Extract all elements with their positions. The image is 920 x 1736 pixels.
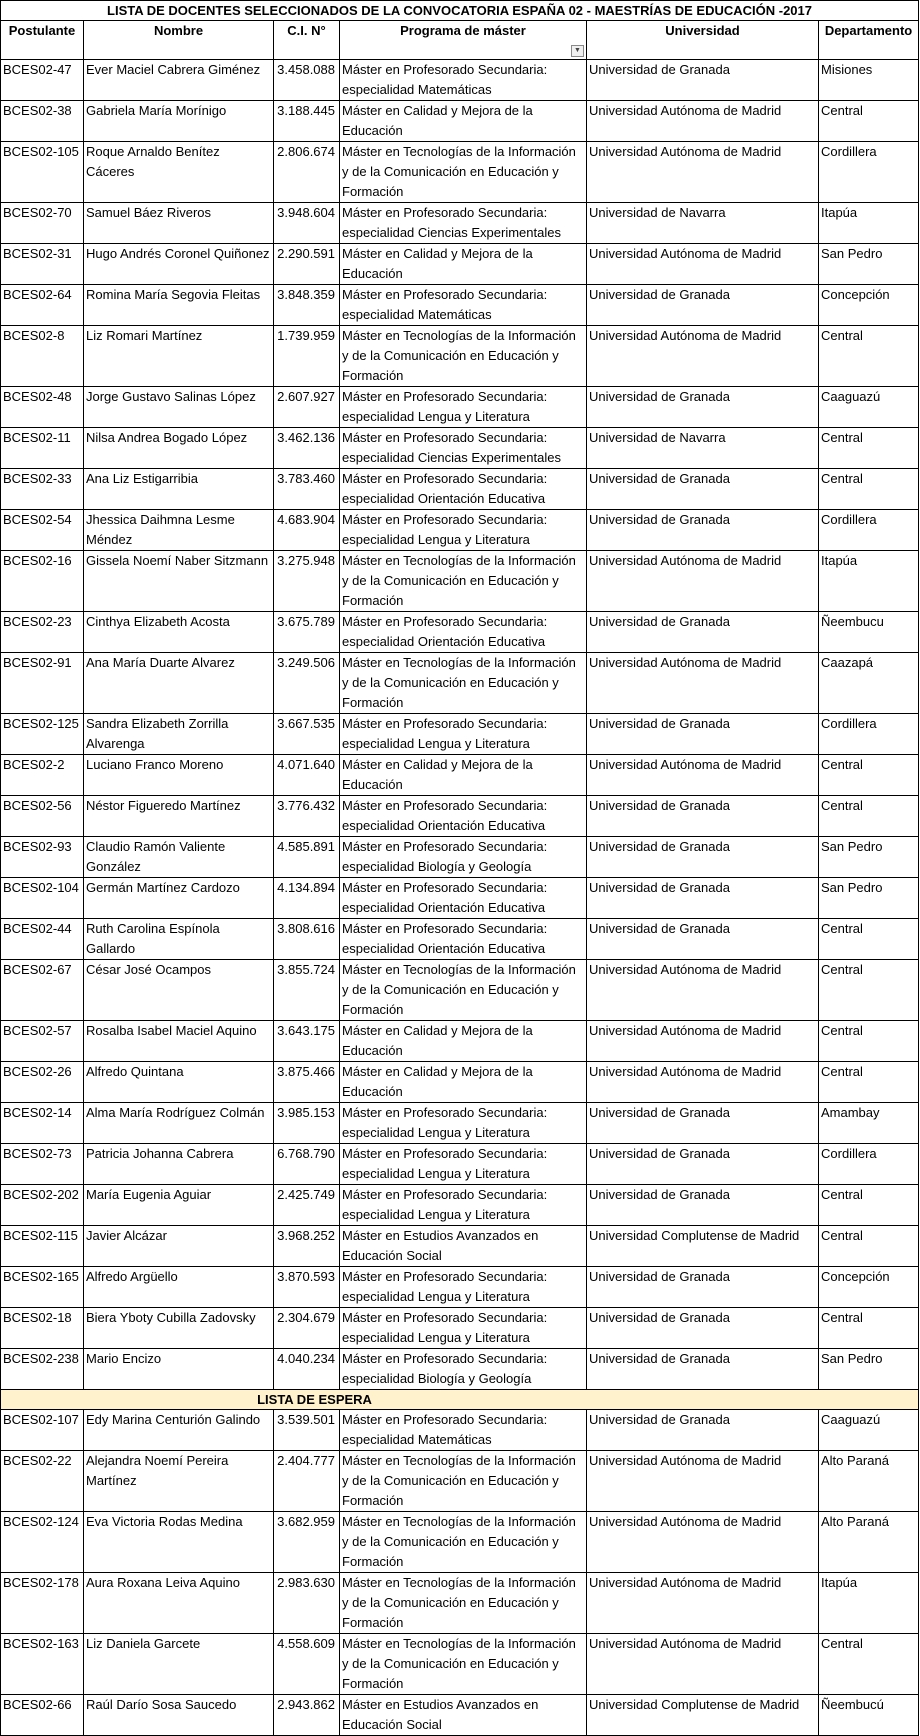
cell-departamento: Misiones bbox=[819, 60, 919, 101]
cell-postulante: BCES02-48 bbox=[1, 387, 84, 428]
column-header-nombre: Nombre bbox=[84, 21, 274, 60]
table-row bbox=[1, 755, 919, 796]
table-row bbox=[1, 60, 919, 101]
table-row bbox=[1, 1308, 919, 1349]
cell-ci: 4.134.894 bbox=[274, 878, 340, 919]
cell-postulante: BCES02-104 bbox=[1, 878, 84, 919]
cell-nombre: Aura Roxana Leiva Aquino bbox=[84, 1573, 274, 1634]
cell-nombre: Hugo Andrés Coronel Quiñonez bbox=[84, 244, 274, 285]
cell-postulante: BCES02-105 bbox=[1, 142, 84, 203]
cell-postulante: BCES02-44 bbox=[1, 919, 84, 960]
cell-postulante: BCES02-202 bbox=[1, 1185, 84, 1226]
cell-departamento: Itapúa bbox=[819, 551, 919, 612]
cell-ci: 2.425.749 bbox=[274, 1185, 340, 1226]
cell-universidad: Universidad Autónoma de Madrid bbox=[587, 1573, 819, 1634]
cell-programa: Máster en Tecnologías de la Información y de la Comunicación en Educación y Formación bbox=[340, 653, 587, 714]
cell-departamento: Central bbox=[819, 469, 919, 510]
cell-postulante: BCES02-16 bbox=[1, 551, 84, 612]
table-row bbox=[1, 1185, 919, 1226]
table-row bbox=[1, 387, 919, 428]
cell-universidad: Universidad Autónoma de Madrid bbox=[587, 326, 819, 387]
cell-programa: Máster en Tecnologías de la Información y de la Comunicación en Educación y Formación bbox=[340, 1512, 587, 1573]
cell-departamento: Cordillera bbox=[819, 1144, 919, 1185]
cell-universidad: Universidad Autónoma de Madrid bbox=[587, 960, 819, 1021]
cell-nombre: Biera Yboty Cubilla Zadovsky bbox=[84, 1308, 274, 1349]
cell-nombre: Jorge Gustavo Salinas López bbox=[84, 387, 274, 428]
column-header-ci: C.I. N° bbox=[274, 21, 340, 60]
table-row bbox=[1, 244, 919, 285]
cell-ci: 2.290.591 bbox=[274, 244, 340, 285]
cell-nombre: Edy Marina Centurión Galindo bbox=[84, 1410, 274, 1451]
cell-ci: 4.040.234 bbox=[274, 1349, 340, 1390]
cell-universidad: Universidad de Granada bbox=[587, 510, 819, 551]
waitlist-label-cell bbox=[1, 1390, 919, 1410]
cell-ci: 3.985.153 bbox=[274, 1103, 340, 1144]
cell-postulante: BCES02-125 bbox=[1, 714, 84, 755]
cell-nombre: Liz Daniela Garcete bbox=[84, 1634, 274, 1695]
table-row bbox=[1, 878, 919, 919]
cell-nombre: Alejandra Noemí Pereira Martínez bbox=[84, 1451, 274, 1512]
cell-nombre: Alfredo Quintana bbox=[84, 1062, 274, 1103]
cell-ci: 2.806.674 bbox=[274, 142, 340, 203]
table-row bbox=[1, 919, 919, 960]
cell-nombre: Nilsa Andrea Bogado López bbox=[84, 428, 274, 469]
cell-nombre: Luciano Franco Moreno bbox=[84, 755, 274, 796]
cell-universidad: Universidad Complutense de Madrid bbox=[587, 1226, 819, 1267]
cell-ci: 4.683.904 bbox=[274, 510, 340, 551]
cell-postulante: BCES02-8 bbox=[1, 326, 84, 387]
cell-departamento: Central bbox=[819, 796, 919, 837]
cell-programa: Máster en Profesorado Secundaria: especialidad Orientación Educativa bbox=[340, 919, 587, 960]
cell-postulante: BCES02-115 bbox=[1, 1226, 84, 1267]
cell-nombre: Romina María Segovia Fleitas bbox=[84, 285, 274, 326]
cell-universidad: Universidad de Granada bbox=[587, 714, 819, 755]
cell-postulante: BCES02-64 bbox=[1, 285, 84, 326]
cell-programa: Máster en Profesorado Secundaria: especialidad Lengua y Literatura bbox=[340, 1308, 587, 1349]
cell-ci: 2.404.777 bbox=[274, 1451, 340, 1512]
cell-programa: Máster en Profesorado Secundaria: especialidad Orientación Educativa bbox=[340, 796, 587, 837]
cell-ci: 3.855.724 bbox=[274, 960, 340, 1021]
cell-programa: Máster en Profesorado Secundaria: especialidad Lengua y Literatura bbox=[340, 1103, 587, 1144]
cell-programa: Máster en Profesorado Secundaria: especialidad Matemáticas bbox=[340, 60, 587, 101]
cell-ci: 2.304.679 bbox=[274, 1308, 340, 1349]
page-title: LISTA DE DOCENTES SELECCIONADOS DE LA CONVOCATORIA ESPAÑA 02 - MAESTRÍAS DE EDUCACIÓN -2017 bbox=[1, 1, 919, 21]
cell-programa: Máster en Profesorado Secundaria: especialidad Ciencias Experimentales bbox=[340, 428, 587, 469]
cell-departamento: Itapúa bbox=[819, 203, 919, 244]
cell-universidad: Universidad de Granada bbox=[587, 1103, 819, 1144]
cell-universidad: Universidad de Navarra bbox=[587, 428, 819, 469]
cell-departamento: Ñeembucu bbox=[819, 612, 919, 653]
cell-departamento: Central bbox=[819, 1021, 919, 1062]
table-row bbox=[1, 285, 919, 326]
table-row bbox=[1, 1062, 919, 1103]
waitlist-label: LISTA DE ESPERA bbox=[257, 1392, 372, 1407]
cell-departamento: Cordillera bbox=[819, 714, 919, 755]
cell-universidad: Universidad Autónoma de Madrid bbox=[587, 142, 819, 203]
cell-ci: 3.870.593 bbox=[274, 1267, 340, 1308]
cell-universidad: Universidad Autónoma de Madrid bbox=[587, 1634, 819, 1695]
title-row bbox=[1, 1, 919, 21]
table-row bbox=[1, 510, 919, 551]
cell-universidad: Universidad de Granada bbox=[587, 837, 819, 878]
table-row bbox=[1, 653, 919, 714]
cell-universidad: Universidad de Navarra bbox=[587, 203, 819, 244]
cell-departamento: San Pedro bbox=[819, 837, 919, 878]
cell-programa: Máster en Tecnologías de la Información y de la Comunicación en Educación y Formación bbox=[340, 1634, 587, 1695]
table-row bbox=[1, 714, 919, 755]
cell-nombre: Ever Maciel Cabrera Giménez bbox=[84, 60, 274, 101]
table-row bbox=[1, 203, 919, 244]
cell-universidad: Universidad de Granada bbox=[587, 285, 819, 326]
cell-programa: Máster en Profesorado Secundaria: especialidad Orientación Educativa bbox=[340, 878, 587, 919]
cell-postulante: BCES02-54 bbox=[1, 510, 84, 551]
column-header-universidad: Universidad bbox=[587, 21, 819, 60]
cell-ci: 4.071.640 bbox=[274, 755, 340, 796]
cell-postulante: BCES02-22 bbox=[1, 1451, 84, 1512]
cell-postulante: BCES02-107 bbox=[1, 1410, 84, 1451]
cell-universidad: Universidad Autónoma de Madrid bbox=[587, 1021, 819, 1062]
cell-programa: Máster en Tecnologías de la Información y de la Comunicación en Educación y Formación bbox=[340, 1573, 587, 1634]
cell-universidad: Universidad Autónoma de Madrid bbox=[587, 1512, 819, 1573]
cell-departamento: Cordillera bbox=[819, 142, 919, 203]
cell-nombre: Samuel Báez Riveros bbox=[84, 203, 274, 244]
cell-programa: Máster en Estudios Avanzados en Educación Social bbox=[340, 1226, 587, 1267]
cell-universidad: Universidad de Granada bbox=[587, 796, 819, 837]
cell-nombre: Javier Alcázar bbox=[84, 1226, 274, 1267]
cell-departamento: Central bbox=[819, 1185, 919, 1226]
table-row bbox=[1, 428, 919, 469]
cell-universidad: Universidad de Granada bbox=[587, 1410, 819, 1451]
cell-programa: Máster en Profesorado Secundaria: especialidad Lengua y Literatura bbox=[340, 1144, 587, 1185]
cell-ci: 3.682.959 bbox=[274, 1512, 340, 1573]
cell-departamento: Central bbox=[819, 960, 919, 1021]
cell-postulante: BCES02-91 bbox=[1, 653, 84, 714]
cell-departamento: Itapúa bbox=[819, 1573, 919, 1634]
cell-ci: 3.968.252 bbox=[274, 1226, 340, 1267]
cell-universidad: Universidad de Granada bbox=[587, 878, 819, 919]
cell-departamento: Central bbox=[819, 428, 919, 469]
cell-universidad: Universidad de Granada bbox=[587, 1185, 819, 1226]
column-header-postulante: Postulante bbox=[1, 21, 84, 60]
cell-ci: 3.539.501 bbox=[274, 1410, 340, 1451]
cell-postulante: BCES02-38 bbox=[1, 101, 84, 142]
cell-postulante: BCES02-2 bbox=[1, 755, 84, 796]
cell-nombre: Cinthya Elizabeth Acosta bbox=[84, 612, 274, 653]
column-header-departamento: Departamento bbox=[819, 21, 919, 60]
cell-departamento: Central bbox=[819, 1308, 919, 1349]
cell-nombre: César José Ocampos bbox=[84, 960, 274, 1021]
cell-departamento: Central bbox=[819, 755, 919, 796]
cell-programa: Máster en Calidad y Mejora de la Educación bbox=[340, 755, 587, 796]
cell-universidad: Universidad Autónoma de Madrid bbox=[587, 1062, 819, 1103]
table-row bbox=[1, 101, 919, 142]
table-row bbox=[1, 796, 919, 837]
cell-programa: Máster en Profesorado Secundaria: especialidad Lengua y Literatura bbox=[340, 510, 587, 551]
cell-programa: Máster en Tecnologías de la Información y de la Comunicación en Educación y Formación bbox=[340, 960, 587, 1021]
cell-nombre: Germán Martínez Cardozo bbox=[84, 878, 274, 919]
cell-programa: Máster en Profesorado Secundaria: especialidad Biología y Geología bbox=[340, 1349, 587, 1390]
cell-universidad: Universidad de Granada bbox=[587, 1308, 819, 1349]
waitlist-header-row bbox=[1, 1390, 919, 1410]
column-header-programa-label: Programa de máster bbox=[400, 23, 526, 38]
cell-programa: Máster en Calidad y Mejora de la Educación bbox=[340, 1062, 587, 1103]
cell-nombre: Ana María Duarte Alvarez bbox=[84, 653, 274, 714]
cell-universidad: Universidad Autónoma de Madrid bbox=[587, 653, 819, 714]
table-row bbox=[1, 960, 919, 1021]
cell-universidad: Universidad de Granada bbox=[587, 60, 819, 101]
cell-departamento: Alto Paraná bbox=[819, 1451, 919, 1512]
table-row bbox=[1, 1573, 919, 1634]
table-row bbox=[1, 1695, 919, 1736]
selected-rows bbox=[1, 60, 919, 1390]
table-row bbox=[1, 1103, 919, 1144]
cell-departamento: San Pedro bbox=[819, 1349, 919, 1390]
cell-postulante: BCES02-124 bbox=[1, 1512, 84, 1573]
cell-universidad: Universidad Autónoma de Madrid bbox=[587, 101, 819, 142]
cell-postulante: BCES02-11 bbox=[1, 428, 84, 469]
cell-ci: 3.188.445 bbox=[274, 101, 340, 142]
cell-nombre: Néstor Figueredo Martínez bbox=[84, 796, 274, 837]
cell-nombre: Raúl Darío Sosa Saucedo bbox=[84, 1695, 274, 1736]
cell-programa: Máster en Tecnologías de la Información y de la Comunicación en Educación y Formación bbox=[340, 551, 587, 612]
cell-postulante: BCES02-56 bbox=[1, 796, 84, 837]
cell-ci: 3.643.175 bbox=[274, 1021, 340, 1062]
cell-universidad: Universidad Autónoma de Madrid bbox=[587, 1451, 819, 1512]
cell-postulante: BCES02-73 bbox=[1, 1144, 84, 1185]
cell-programa: Máster en Profesorado Secundaria: especialidad Lengua y Literatura bbox=[340, 1185, 587, 1226]
cell-nombre: María Eugenia Aguiar bbox=[84, 1185, 274, 1226]
table-row bbox=[1, 1512, 919, 1573]
cell-postulante: BCES02-57 bbox=[1, 1021, 84, 1062]
cell-departamento: Caaguazú bbox=[819, 1410, 919, 1451]
table-row bbox=[1, 612, 919, 653]
table-row bbox=[1, 142, 919, 203]
cell-nombre: Sandra Elizabeth Zorrilla Alvarenga bbox=[84, 714, 274, 755]
cell-postulante: BCES02-31 bbox=[1, 244, 84, 285]
cell-nombre: Alma María Rodríguez Colmán bbox=[84, 1103, 274, 1144]
cell-postulante: BCES02-67 bbox=[1, 960, 84, 1021]
cell-programa: Máster en Calidad y Mejora de la Educación bbox=[340, 244, 587, 285]
cell-postulante: BCES02-178 bbox=[1, 1573, 84, 1634]
cell-nombre: Gabriela María Morínigo bbox=[84, 101, 274, 142]
cell-departamento: Central bbox=[819, 1062, 919, 1103]
cell-ci: 2.607.927 bbox=[274, 387, 340, 428]
cell-ci: 3.275.948 bbox=[274, 551, 340, 612]
cell-universidad: Universidad de Granada bbox=[587, 1267, 819, 1308]
cell-programa: Máster en Profesorado Secundaria: especialidad Matemáticas bbox=[340, 1410, 587, 1451]
cell-ci: 2.983.630 bbox=[274, 1573, 340, 1634]
cell-universidad: Universidad de Granada bbox=[587, 919, 819, 960]
cell-programa: Máster en Profesorado Secundaria: especialidad Ciencias Experimentales bbox=[340, 203, 587, 244]
cell-nombre: Ana Liz Estigarribia bbox=[84, 469, 274, 510]
table-row bbox=[1, 1144, 919, 1185]
cell-departamento: Concepción bbox=[819, 285, 919, 326]
cell-ci: 3.675.789 bbox=[274, 612, 340, 653]
cell-departamento: Central bbox=[819, 101, 919, 142]
cell-departamento: Caaguazú bbox=[819, 387, 919, 428]
cell-departamento: Cordillera bbox=[819, 510, 919, 551]
cell-departamento: Concepción bbox=[819, 1267, 919, 1308]
cell-ci: 3.808.616 bbox=[274, 919, 340, 960]
dropdown-arrow-icon: ▼ bbox=[574, 47, 581, 54]
cell-programa: Máster en Profesorado Secundaria: especialidad Biología y Geología bbox=[340, 837, 587, 878]
cell-programa: Máster en Tecnologías de la Información y de la Comunicación en Educación y Formación bbox=[340, 1451, 587, 1512]
cell-ci: 6.768.790 bbox=[274, 1144, 340, 1185]
cell-nombre: Roque Arnaldo Benítez Cáceres bbox=[84, 142, 274, 203]
cell-departamento: San Pedro bbox=[819, 878, 919, 919]
cell-universidad: Universidad de Granada bbox=[587, 387, 819, 428]
cell-postulante: BCES02-23 bbox=[1, 612, 84, 653]
cell-ci: 3.776.432 bbox=[274, 796, 340, 837]
cell-nombre: Claudio Ramón Valiente González bbox=[84, 837, 274, 878]
cell-ci: 3.948.604 bbox=[274, 203, 340, 244]
cell-departamento: Central bbox=[819, 326, 919, 387]
cell-departamento: Alto Paraná bbox=[819, 1512, 919, 1573]
table-row bbox=[1, 837, 919, 878]
cell-universidad: Universidad de Granada bbox=[587, 1349, 819, 1390]
cell-nombre: Jhessica Daihmna Lesme Méndez bbox=[84, 510, 274, 551]
cell-universidad: Universidad Autónoma de Madrid bbox=[587, 551, 819, 612]
table-row bbox=[1, 1021, 919, 1062]
cell-ci: 2.943.862 bbox=[274, 1695, 340, 1736]
cell-universidad: Universidad Autónoma de Madrid bbox=[587, 755, 819, 796]
cell-programa: Máster en Calidad y Mejora de la Educación bbox=[340, 1021, 587, 1062]
cell-nombre: Alfredo Argüello bbox=[84, 1267, 274, 1308]
cell-ci: 3.783.460 bbox=[274, 469, 340, 510]
table-row bbox=[1, 1226, 919, 1267]
cell-departamento: Caazapá bbox=[819, 653, 919, 714]
cell-departamento: Central bbox=[819, 919, 919, 960]
cell-programa: Máster en Profesorado Secundaria: especialidad Orientación Educativa bbox=[340, 612, 587, 653]
cell-ci: 3.848.359 bbox=[274, 285, 340, 326]
cell-ci: 4.585.891 bbox=[274, 837, 340, 878]
table-row bbox=[1, 469, 919, 510]
table-row bbox=[1, 551, 919, 612]
cell-ci: 3.458.088 bbox=[274, 60, 340, 101]
cell-ci: 3.462.136 bbox=[274, 428, 340, 469]
cell-nombre: Mario Encizo bbox=[84, 1349, 274, 1390]
table-row bbox=[1, 1267, 919, 1308]
cell-programa: Máster en Profesorado Secundaria: especialidad Lengua y Literatura bbox=[340, 387, 587, 428]
cell-universidad: Universidad de Granada bbox=[587, 469, 819, 510]
cell-postulante: BCES02-238 bbox=[1, 1349, 84, 1390]
cell-universidad: Universidad Complutense de Madrid bbox=[587, 1695, 819, 1736]
cell-nombre: Patricia Johanna Cabrera bbox=[84, 1144, 274, 1185]
cell-programa: Máster en Tecnologías de la Información y de la Comunicación en Educación y Formación bbox=[340, 142, 587, 203]
table-row bbox=[1, 1410, 919, 1451]
cell-postulante: BCES02-18 bbox=[1, 1308, 84, 1349]
cell-programa: Máster en Tecnologías de la Información y de la Comunicación en Educación y Formación bbox=[340, 326, 587, 387]
cell-nombre: Liz Romari Martínez bbox=[84, 326, 274, 387]
cell-nombre: Gissela Noemí Naber Sitzmann bbox=[84, 551, 274, 612]
cell-ci: 1.739.959 bbox=[274, 326, 340, 387]
cell-programa: Máster en Profesorado Secundaria: especialidad Matemáticas bbox=[340, 285, 587, 326]
cell-postulante: BCES02-14 bbox=[1, 1103, 84, 1144]
cell-nombre: Ruth Carolina Espínola Gallardo bbox=[84, 919, 274, 960]
cell-nombre: Eva Victoria Rodas Medina bbox=[84, 1512, 274, 1573]
cell-departamento: Central bbox=[819, 1634, 919, 1695]
waitlist-rows bbox=[1, 1410, 919, 1736]
cell-ci: 3.249.506 bbox=[274, 653, 340, 714]
cell-departamento: San Pedro bbox=[819, 244, 919, 285]
cell-universidad: Universidad Autónoma de Madrid bbox=[587, 244, 819, 285]
cell-postulante: BCES02-165 bbox=[1, 1267, 84, 1308]
cell-universidad: Universidad de Granada bbox=[587, 612, 819, 653]
cell-universidad: Universidad de Granada bbox=[587, 1144, 819, 1185]
filter-dropdown-button[interactable] bbox=[571, 45, 584, 57]
cell-ci: 3.667.535 bbox=[274, 714, 340, 755]
cell-postulante: BCES02-93 bbox=[1, 837, 84, 878]
cell-postulante: BCES02-33 bbox=[1, 469, 84, 510]
cell-ci: 3.875.466 bbox=[274, 1062, 340, 1103]
cell-ci: 4.558.609 bbox=[274, 1634, 340, 1695]
cell-programa: Máster en Profesorado Secundaria: especialidad Lengua y Literatura bbox=[340, 714, 587, 755]
cell-programa: Máster en Estudios Avanzados en Educación Social bbox=[340, 1695, 587, 1736]
table-row bbox=[1, 1349, 919, 1390]
cell-postulante: BCES02-70 bbox=[1, 203, 84, 244]
cell-nombre: Rosalba Isabel Maciel Aquino bbox=[84, 1021, 274, 1062]
column-header-programa bbox=[340, 21, 587, 60]
cell-programa: Máster en Calidad y Mejora de la Educación bbox=[340, 101, 587, 142]
cell-programa: Máster en Profesorado Secundaria: especialidad Lengua y Literatura bbox=[340, 1267, 587, 1308]
cell-postulante: BCES02-163 bbox=[1, 1634, 84, 1695]
table-row bbox=[1, 326, 919, 387]
cell-departamento: Amambay bbox=[819, 1103, 919, 1144]
table-row bbox=[1, 1634, 919, 1695]
header-row bbox=[1, 21, 919, 60]
cell-departamento: Ñeembucú bbox=[819, 1695, 919, 1736]
cell-postulante: BCES02-47 bbox=[1, 60, 84, 101]
waitlist-section bbox=[1, 1390, 919, 1410]
cell-postulante: BCES02-26 bbox=[1, 1062, 84, 1103]
cell-departamento: Central bbox=[819, 1226, 919, 1267]
table-row bbox=[1, 1451, 919, 1512]
cell-postulante: BCES02-66 bbox=[1, 1695, 84, 1736]
cell-programa: Máster en Profesorado Secundaria: especialidad Orientación Educativa bbox=[340, 469, 587, 510]
